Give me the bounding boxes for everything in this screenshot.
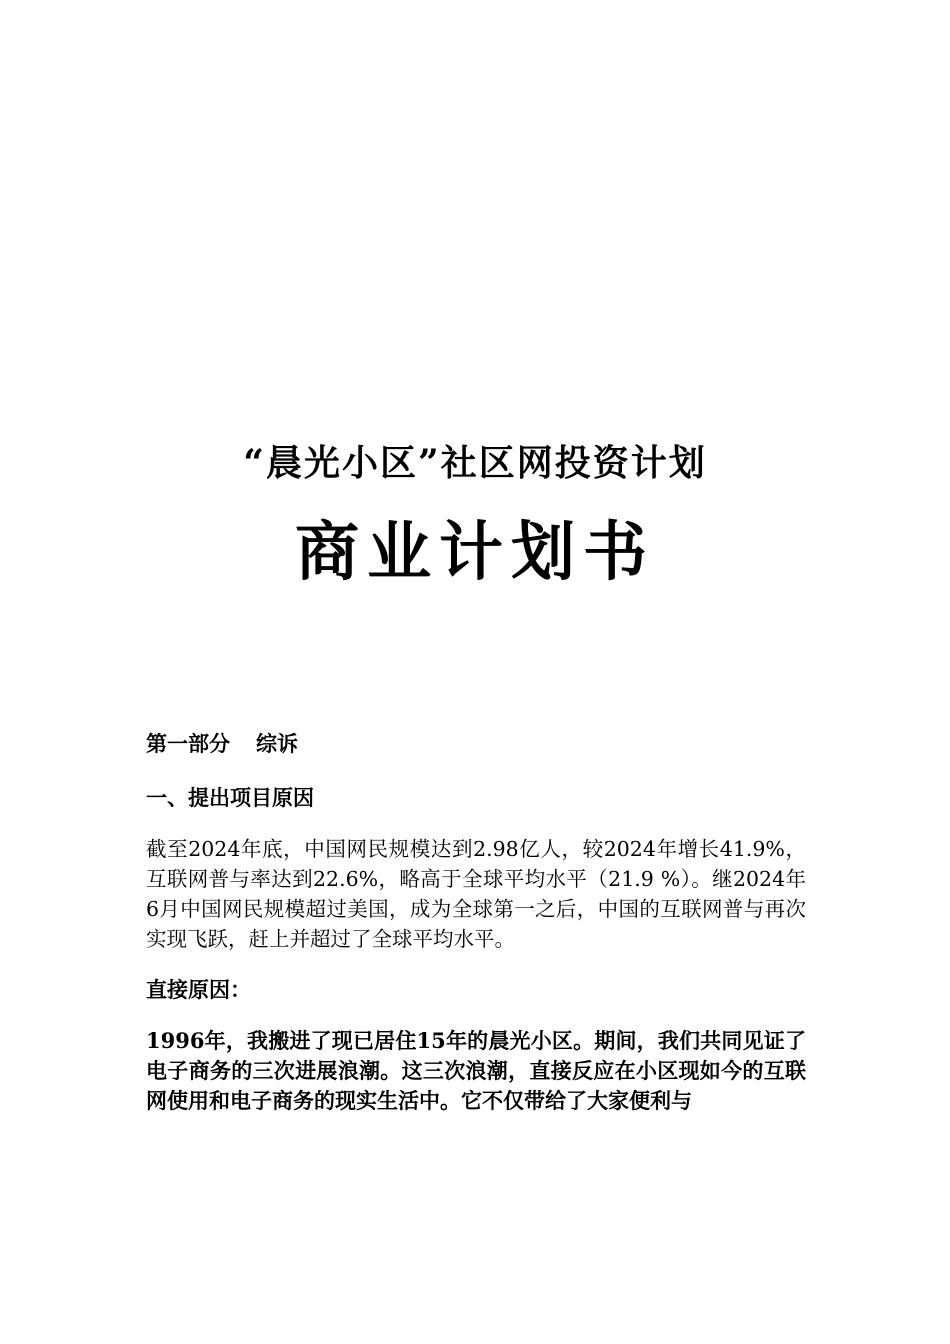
- document-body: [146, 728, 806, 1116]
- document-subtitle: “晨光小区”社区网投资计划: [243, 442, 707, 484]
- paragraph-direct-reason: 1996年，我搬进了现已居住15年的晨光小区。期间，我们共同见证了电子商务的三次进展浪潮。这三次浪潮，直接反应在小区现如今的互联网使用和电子商务的现实生活中。它不仅带给了大家便利与: [146, 1028, 806, 1113]
- paragraph-statistics: 截至2024年底，中国网民规模达到2.98亿人，较2024年增长41.9%，互联网普与率达到22.6%，略高于全球平均水平（21.9 %）。继2024年6月中国网民规模超过美国，成为全球第一之后，中国的互联网普与再次实现飞跃，赶上并超过了全球平均水平。: [146, 837, 806, 951]
- direct-reason-heading: 直接原因：: [146, 977, 251, 1002]
- part-heading: [146, 728, 806, 760]
- part-heading-name: 综诉: [256, 731, 298, 756]
- part-heading-label: 第一部分: [146, 731, 230, 756]
- document-title: 商业计划书: [295, 515, 655, 590]
- section-heading: 一、提出项目原因: [146, 785, 314, 810]
